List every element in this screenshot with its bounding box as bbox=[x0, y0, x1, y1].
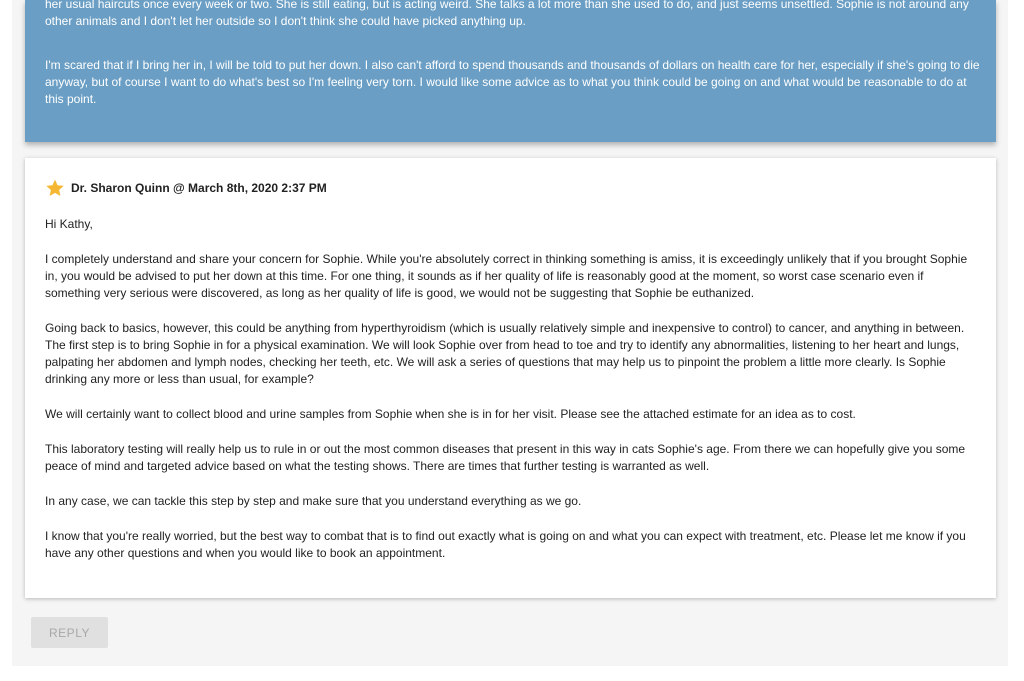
star-icon bbox=[45, 179, 65, 197]
reply-paragraph: I completely understand and share your concern for Sophie. While you're absolutely correct in thinking something is amiss, it is exceedingly unlikely that if you brought Sophie in, you would be advised to put her down at this time. For one thing, it sounds as if her quality of life is reasonably good at the moment, so worst case scenario even if something very serious were discovered, as long as her quality of life is good, we would not be suggesting that Sophie be euthanized. bbox=[45, 252, 968, 300]
reply-paragraph: In any case, we can tackle this step by step and make sure that you understand everything as we go. bbox=[45, 494, 582, 508]
reply-button[interactable]: REPLY bbox=[31, 617, 108, 648]
reply-paragraph: This laboratory testing will really help us to rule in or out the most common diseases that present in this way in cats Sophie's age. From there we can hopefully give you some peace of mind and targeted advice based on what the testing shows. There are times that further testing is warranted as well. bbox=[45, 442, 966, 473]
reply-body bbox=[45, 216, 975, 580]
star-shape bbox=[46, 180, 63, 196]
reply-header bbox=[45, 178, 327, 198]
vet-reply-card bbox=[25, 158, 996, 598]
reply-greeting: Hi Kathy, bbox=[45, 217, 93, 231]
client-message-card bbox=[25, 0, 996, 142]
client-message-paragraph: her usual haircuts once every week or two. She is still eating, but is acting weird. She talks a lot more than she used to do, and just seems unsettled. Sophie is not around any other animals and I don't let her outside so I don't think she could have picked anything up. bbox=[45, 0, 969, 28]
reply-paragraph: We will certainly want to collect blood and urine samples from Sophie when she is in for her visit. Please see the attached estimate for an idea as to cost. bbox=[45, 407, 856, 421]
reply-paragraph: I know that you're really worried, but the best way to combat that is to find out exactly what is going on and what you can expect with treatment, etc. Please let me know if you have any other questions and when you would like to book an appointment. bbox=[45, 529, 966, 560]
client-message-paragraph: I'm scared that if I bring her in, I will be told to put her down. I also can't afford to spend thousands and thousands of dollars on health care for her, especially if she's going to die anyway, but of course I want to do what's best so I'm feeling very torn. I would like some advice as to what you think could be going on and what would be reasonable to do at this point. bbox=[45, 58, 980, 106]
reply-author-timestamp: Dr. Sharon Quinn @ March 8th, 2020 2:37 PM bbox=[71, 180, 327, 195]
reply-paragraph: Going back to basics, however, this could be anything from hyperthyroidism (which is usually relatively simple and inexpensive to control) to cancer, and anything in between. The first step is to bring Sophie in for a physical examination. We will look Sophie over from head to toe and try to identify any abnormalities, listening to her heart and lungs, palpating her abdomen and lymph nodes, checking her teeth, etc. We will ask a series of questions that may help us to pinpoint the problem a little more clearly. Is Sophie drinking any more or less than usual, for example? bbox=[45, 321, 965, 386]
